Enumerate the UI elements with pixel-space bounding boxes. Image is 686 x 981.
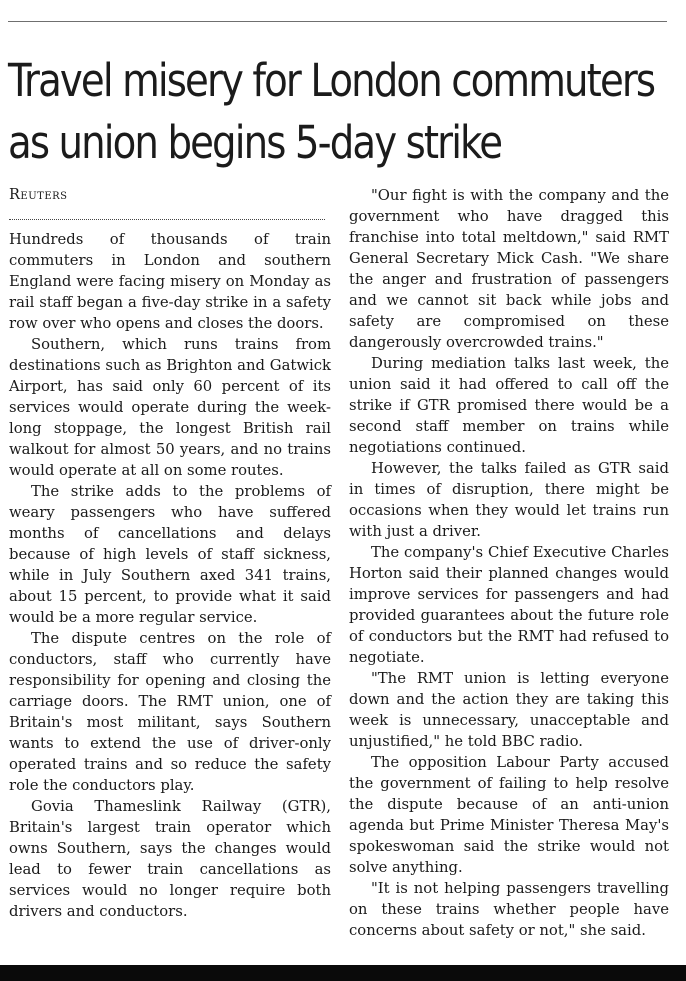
paragraph: "The RMT union is letting everyone down and the action they are taking this week is unnecessary, unacceptable and unjustified," he told BBC radio.: [349, 670, 669, 750]
paragraph: "Our fight is with the company and the government who have dragged this franchise into total meltdown," said RMT General Secretary Mick Cash. "We share the anger and frustration of passengers and we cannot sit back while jobs and safety are compromised on these dangerously overcrowded trains.": [349, 187, 669, 351]
paragraph: During mediation talks last week, the union said it had offered to call off the strike if GTR promised there would be a second staff member on trains while negotiations continued.: [349, 355, 669, 456]
bottom-edge-bar: [0, 965, 686, 981]
paragraph: Hundreds of thousands of train commuters in London and southern England were facing misery on Monday as rail staff began a five-day strike in a safety row over who opens and closes the doors.: [9, 231, 331, 332]
paragraph: Govia Thameslink Railway (GTR), Britain's largest train operator which owns Southern, says the changes would lead to fewer train cancellations as services would no longer require both drivers and conductors.: [9, 798, 331, 920]
headline: [8, 50, 655, 174]
paragraph: Southern, which runs trains from destinations such as Brighton and Gatwick Airport, has said only 60 percent of its services would operate during the week-long stoppage, the longest British rail walkout for almost 50 years, and no trains would operate at all on some routes.: [9, 336, 331, 479]
article-column-left: [9, 185, 331, 922]
headline-line-2: as union begins 5-day strike: [8, 116, 502, 169]
paragraph: The dispute centres on the role of conductors, staff who currently have responsibility for opening and closing the carriage doors. The RMT union, one of Britain's most militant, says Southern wants to extend the use of driver-only operated trains and so reduce the safety role the conductors play.: [9, 630, 331, 794]
paragraph: The opposition Labour Party accused the government of failing to help resolve the dispute because of an anti-union agenda but Prime Minister Theresa May's spokeswoman said the strike would not solve anything.: [349, 754, 669, 876]
byline: Reuters: [9, 187, 68, 203]
byline-divider: [9, 214, 325, 220]
top-rule: [8, 21, 667, 22]
article-column-right: [349, 185, 669, 941]
paragraph: "It is not helping passengers travelling on these trains whether people have concerns about safety or not," she said.: [349, 880, 669, 939]
paragraph: The company's Chief Executive Charles Horton said their planned changes would improve services for passengers and had provided guarantees about the future role of conductors but the RMT had refused to negotiate.: [349, 544, 669, 666]
paragraph: However, the talks failed as GTR said in times of disruption, there might be occasions when they would let trains run with just a driver.: [349, 460, 669, 540]
headline-line-1: Travel misery for London commuters: [8, 54, 655, 107]
paragraph: The strike adds to the problems of weary passengers who have suffered months of cancellations and delays because of high levels of staff sickness, while in July Southern axed 341 trains, about 15 percent, to provide what it said would be a more regular service.: [9, 483, 331, 626]
